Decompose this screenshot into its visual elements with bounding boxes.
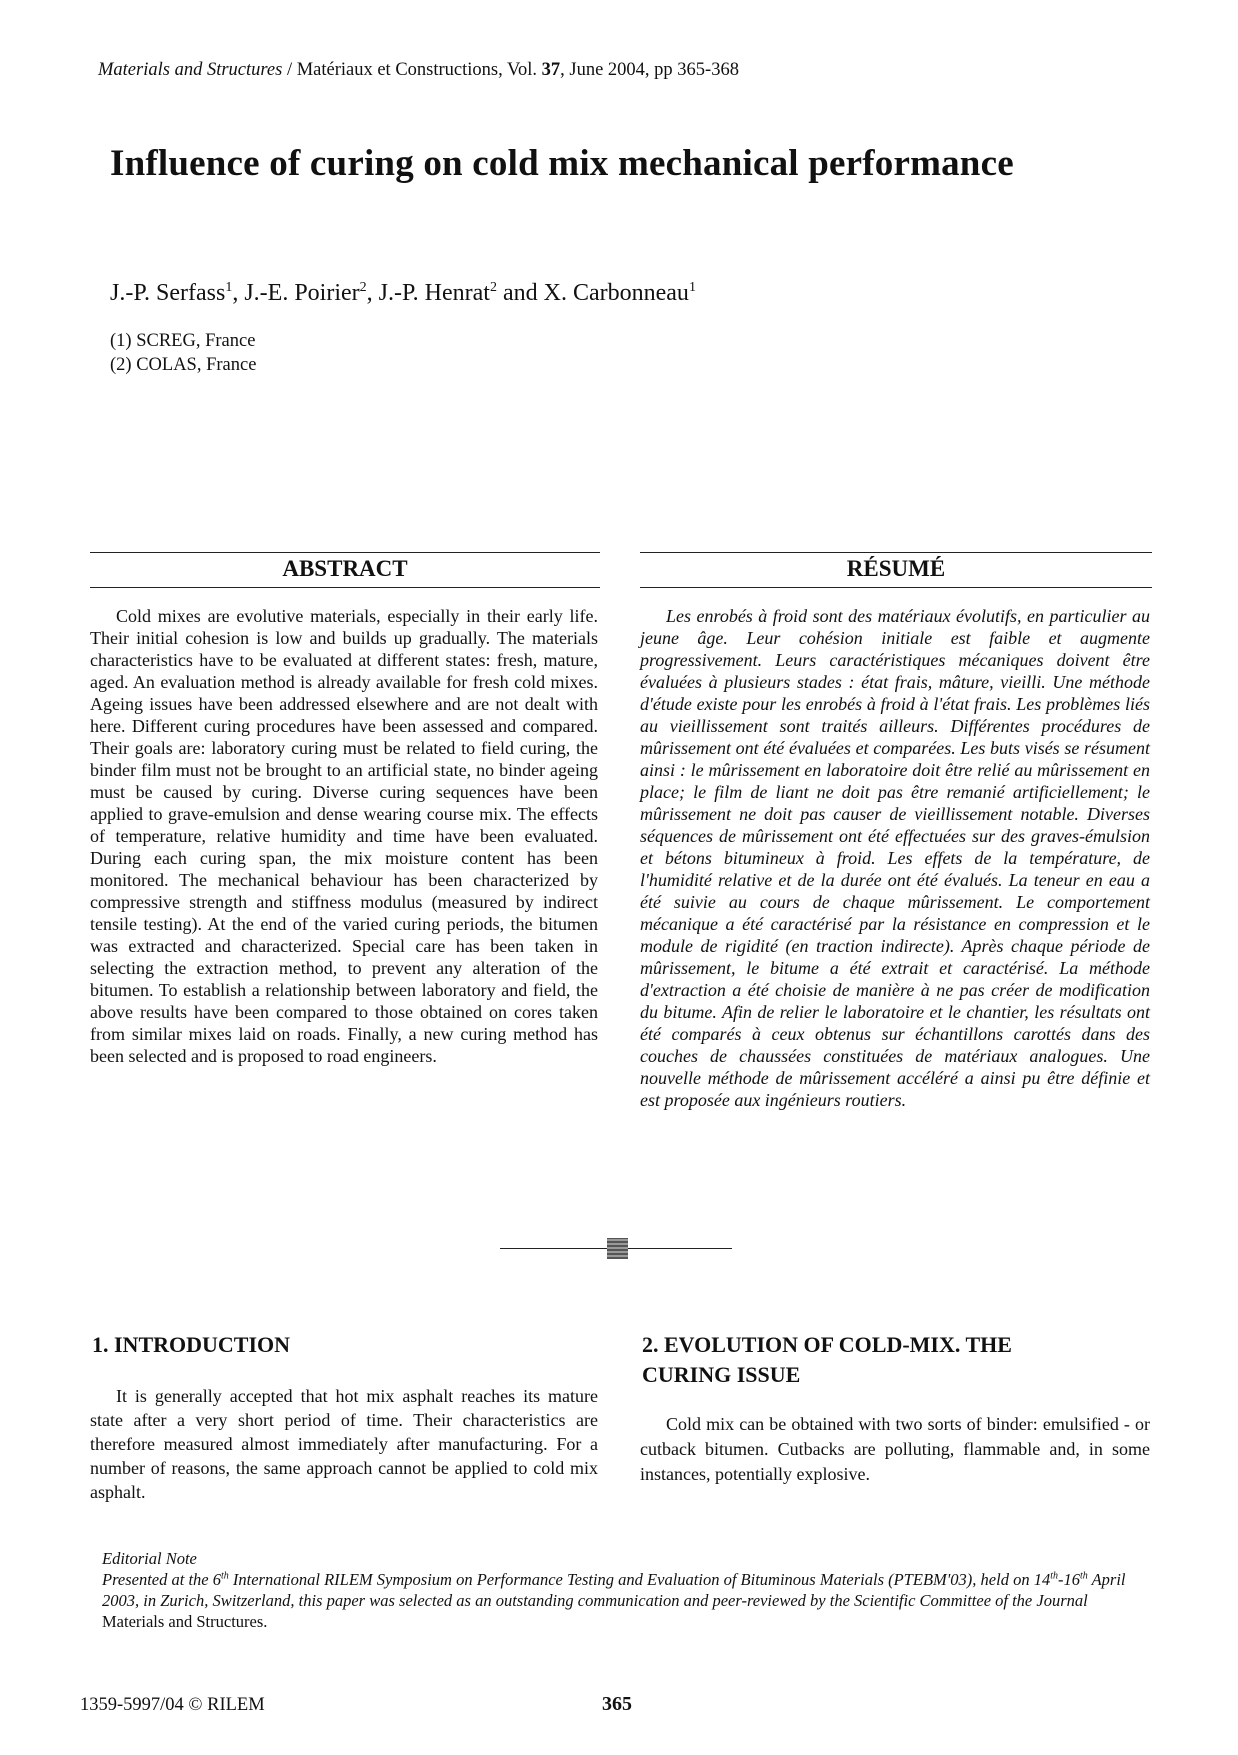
- resume-body: [640, 605, 1150, 1111]
- author-4-affil: 1: [688, 280, 696, 295]
- author-3: J.-P. Henrat: [378, 280, 490, 306]
- section-2-text: Cold mix can be obtained with two sorts of binder: emulsified - or cutback bitumen. Cutbacks are polluting, flammable and, in some instances, potentially explosive.: [640, 1414, 1150, 1484]
- author-2: J.-E. Poirier: [244, 280, 360, 306]
- editorial-text-part: International RILEM Symposium on Performance Testing and Evaluation of Bituminous Materials (PTEBM'03), held on 14: [228, 1570, 1051, 1589]
- editorial-text: [102, 1569, 1142, 1632]
- editorial-text-part: Presented at the 6: [102, 1570, 221, 1589]
- abstract-bottom-rule: [90, 587, 600, 588]
- editorial-sup: th: [1050, 1570, 1058, 1582]
- affiliation-2: (2) COLAS, France: [110, 355, 257, 375]
- journal-header: [98, 60, 739, 81]
- section-divider-line: [500, 1248, 608, 1249]
- resume-bottom-rule: [640, 587, 1152, 588]
- section-divider-ornament: [607, 1238, 628, 1259]
- author-3-affil: 2: [489, 280, 497, 295]
- footer-issn: 1359-5997/04 © RILEM: [80, 1695, 265, 1715]
- author-1: J.-P. Serfass: [110, 280, 226, 306]
- page-number: 365: [602, 1693, 632, 1715]
- author-1-affil: 1: [225, 280, 233, 295]
- author-4: X. Carbonneau: [543, 280, 689, 306]
- author-sep: and: [496, 280, 544, 306]
- section-2-heading: [642, 1330, 1012, 1390]
- affiliation-1: (1) SCREG, France: [110, 331, 256, 351]
- editorial-sup: th: [1079, 1570, 1088, 1582]
- editorial-text-part: April 2003, in Zurich, Switzerland, this paper was selected as an outstanding communication and peer-reviewed by the Scientific Committee of the Journal: [102, 1570, 1126, 1610]
- section-divider-line: [628, 1248, 732, 1249]
- section-2-heading-line-2: CURING ISSUE: [642, 1362, 801, 1387]
- section-2-heading-line-1: 2. EVOLUTION OF COLD-MIX. THE: [642, 1332, 1012, 1357]
- journal-name-rest: / Matériaux et Constructions, Vol.: [282, 60, 542, 80]
- resume-heading: RÉSUMÉ: [846, 556, 946, 581]
- journal-volume: 37: [541, 60, 561, 80]
- abstract-body: [90, 605, 598, 1067]
- abstract-top-rule: [90, 552, 600, 553]
- section-2-body: [640, 1412, 1150, 1487]
- abstract-heading: ABSTRACT: [282, 556, 408, 581]
- author-sep: ,: [232, 280, 245, 306]
- section-1-body: [90, 1384, 598, 1504]
- resume-text: Les enrobés à froid sont des matériaux évolutifs, en particulier au jeune âge. Leur cohésion initiale est faible et augmente progressivement. Leurs caractéristiques mécaniques doivent être évaluées à plusieurs stades : état frais, mâture, vieilli. Une méthode d'étude existe pour les enrobés à froid à l'état frais. Les problèmes liés au vieillissement sont traités ailleurs. Différentes procédures de mûrissement ont été évaluées et comparées. Les buts visés se résument ainsi : le mûrissement en laboratoire doit être relié au mûrissement en place; le film de liant ne doit pas être remanié artificiellement; le mûrissement ne doit pas causer de vieillissement notable. Diverses séquences de mûrissement ont été effectuées sur des graves-émulsion et bétons bitumineux à froid. Les effets de la température, de l'humidité relative et de la durée ont été évalués. La teneur en eau a été suivie au cours de chaque mûrissement. Le comportement mécanique a été caractérisé par la résistance en compression et le module de rigidité (en traction indirecte). Après chaque période de mûrissement, le bitume a été extrait et caractérisé. La méthode d'extraction a été choisie de manière à ne pas créer de modification du bitume. Afin de relier le laboratoire et le chantier, les résultats ont été comparés à ceux obtenus sur échantillons carottés dans des couches de chaussées constituées de matériaux analogues. Une nouvelle méthode de mûrissement accéléré a ainsi pu être définie et est proposée aux ingénieurs routiers.: [640, 606, 1150, 1110]
- editorial-label: Editorial Note: [102, 1549, 197, 1568]
- author-list: [110, 280, 696, 307]
- abstract-text: Cold mixes are evolutive materials, especially in their early life. Their initial cohesion is low and builds up gradually. The materials characteristics have to be evaluated at different states: fresh, mature, aged. An evaluation method is already available for fresh cold mixes. Ageing issues have been addressed elsewhere and are not dealt with here. Different curing procedures have been assessed and compared. Their goals are: laboratory curing must be related to field curing, the binder film must not be brought to an artificial state, no binder ageing must be caused by curing. Diverse curing sequences have been applied to grave-emulsion and dense wearing course mix. The effects of temperature, relative humidity and time have been evaluated. During each curing span, the mix moisture content has been monitored. The mechanical behaviour has been characterized by compressive strength and stiffness modulus (measured by indirect tensile testing). At the end of the varied curing periods, the bitumen was extracted and characterized. Special care has been taken in selecting the extraction method, to prevent any alteration of the bitumen. To establish a relationship between laboratory and field, the above results have been compared to those obtained on cores taken from similar mixes laid on roads. Finally, a new curing method has been selected and is proposed to road engineers.: [90, 606, 598, 1066]
- journal-issue-pages: , June 2004, pp 365-368: [560, 60, 739, 80]
- editorial-text-part: -16: [1057, 1570, 1080, 1589]
- section-1-heading: 1. INTRODUCTION: [92, 1332, 291, 1357]
- author-2-affil: 2: [359, 280, 367, 295]
- section-1-text: It is generally accepted that hot mix asphalt reaches its mature state after a very short period of time. Their characteristics are therefore measured almost immediately after manufacturing. For a number of reasons, the same approach cannot be applied to cold mix asphalt.: [90, 1386, 598, 1502]
- paper-title: Influence of curing on cold mix mechanical performance: [110, 143, 1014, 184]
- author-sep: ,: [366, 280, 379, 306]
- journal-name: Materials and Structures: [98, 60, 283, 80]
- editorial-sup: th: [220, 1570, 229, 1582]
- resume-top-rule: [640, 552, 1152, 553]
- editorial-journal-name: Materials and Structures.: [102, 1612, 268, 1631]
- editorial-note: [102, 1548, 1142, 1632]
